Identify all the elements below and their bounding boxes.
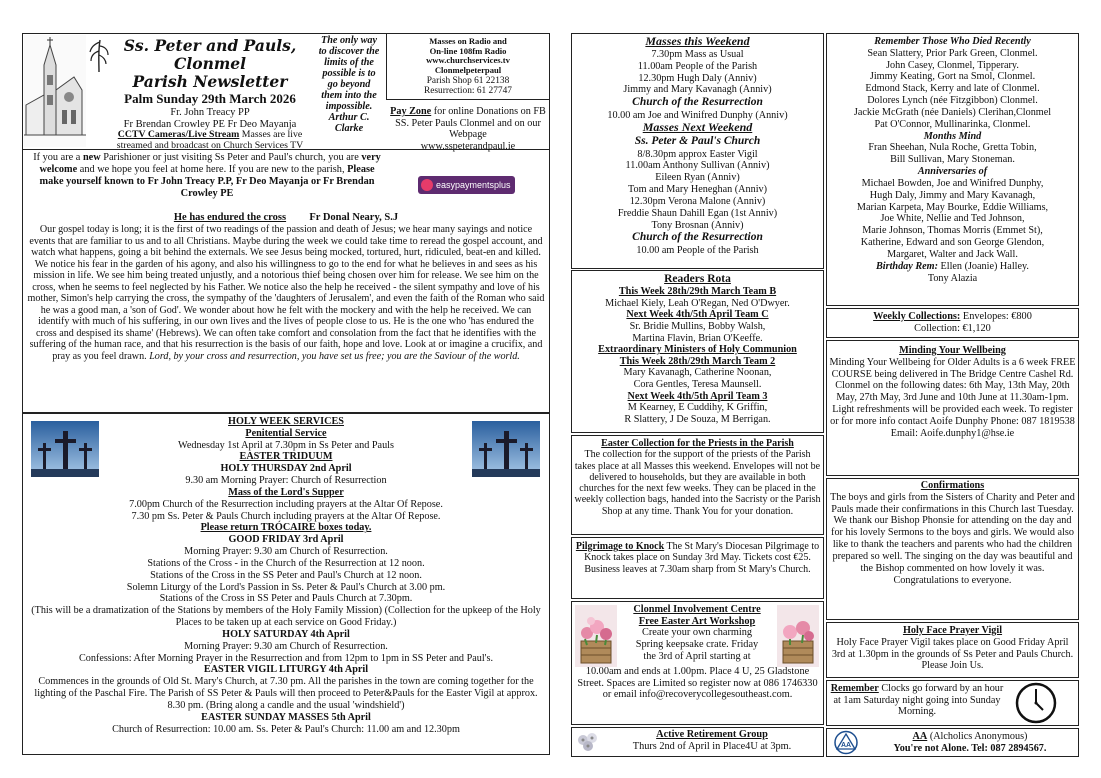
remember-content (828, 36, 1077, 284)
mass-line: Eileen Ryan (Anniv) (655, 172, 740, 184)
cctv-text: Masses are live streamed and broadcast on Church Services TV (116, 129, 304, 152)
parish-priest: Fr. John Treacy PP (170, 106, 250, 118)
workshop-line: Spring keepsake crate. Friday (635, 639, 759, 651)
easter-collection-text: The collection for the support of the priests of the Parish takes place at all Masses this weekend. Envelopes will not be delivered to households, but they are available in both churches for the next few weeks. They can be placed in the weekly collection bags, handed into the Sacristy or the Parish Shop at any time. Thank You for your donation. (574, 449, 821, 517)
clocks-content (828, 683, 1006, 718)
ministers-title: Extraordinary Ministers of Holy Communion (598, 344, 797, 356)
flowers-image-2 (777, 605, 819, 667)
birthday-text: Ellen (Joanie) Halley. (937, 260, 1029, 272)
payzone-label: Pay Zone (390, 106, 432, 117)
deceased-name: Jimmy Keating, Gort na Smol, Clonmel. (869, 71, 1036, 83)
months-mind-names: Fran Sheehan, Nula Roche, Gretta Tobin, (868, 142, 1037, 154)
minister-names: Cora Gentles, Teresa Maunsell. (633, 379, 762, 391)
clock-icon (1011, 681, 1061, 725)
masses-next-weekend-title: Masses Next Weekend (642, 120, 753, 135)
cctv-info (108, 130, 312, 152)
deceased-name: Sean Slattery, Prior Park Green, Clonmel. (867, 47, 1038, 59)
holy-week-content (27, 416, 545, 735)
payzone-text: for online Donations on FB SS. Peter Pauls Clonmel and on our Webpage (395, 106, 546, 141)
easter-collection-content (574, 438, 821, 517)
active-retirement-title: Active Retirement Group (656, 729, 768, 740)
anniversary-names: Michael Bowden, Joe and Winifred Dunphy, (861, 177, 1044, 189)
minister-names: Mary Kavanagh, Catherine Noonan, (623, 367, 772, 379)
pilgrimage-text: The St Mary's Diocesan Pilgrimage to Knock takes place on Sunday 3rd May. Tickets cost €25. Business leaves at 7.30am sharp from St Mary's Church. (584, 541, 820, 575)
pilgrimage-title: Pilgrimage to Knock (575, 541, 665, 552)
reflection-body (27, 224, 545, 362)
penitential-title: Penitential Service (245, 427, 327, 439)
quote-line: impossible. (325, 101, 373, 113)
saturday-title: HOLY SATURDAY 4th April (222, 628, 350, 640)
radio-box (386, 33, 550, 100)
reader-names: Sr. Bridie Mullins, Bobby Walsh, (629, 320, 766, 332)
quote-line: them into the (321, 90, 377, 102)
friday-line: Morning Prayer: 9.30 am Church of Resurrection. (184, 546, 388, 558)
minister-names: M Kearney, E Cuddihy, K Griffin, (627, 402, 768, 414)
easter-collection-title: Easter Collection for the Priests in the Parish (601, 438, 794, 449)
friday-note: (This will be a dramatization of the Stations by members of the Holy Family Mission) (Collection for the upkeep of the Holy Places to be taken up at each service on Good Friday.) (31, 605, 541, 629)
months-mind-title: Months Mind (923, 130, 982, 142)
collections-content (828, 311, 1077, 335)
reader-names: Michael Kiely, Leah O'Regan, Ned O'Dwyer. (605, 297, 790, 309)
flowers-image (575, 605, 617, 667)
newsletter-title: Ss. Peter and Pauls, Clonmel (123, 36, 297, 73)
confirmations-title: Confirmations (920, 480, 985, 491)
anniversary-names: Margaret, Walter and Jack Wall. (887, 248, 1018, 260)
welcome-part: Please make yourself known to Fr John Treacy P.P, Fr Deo Mayanja or Fr Brendan Crowley PE (39, 164, 375, 200)
minister-names: R Slattery, J De Souza, M Berrigan. (624, 413, 771, 425)
welcome-part: Parishioner or just visiting Ss Peter and Paul's church, you are (100, 152, 362, 163)
resurrection-phone: Resurrection: 61 27747 (423, 86, 512, 97)
newsletter-date: Palm Sunday 29th March 2026 (124, 91, 296, 107)
title-block (108, 37, 312, 152)
reflection-title: He has endured the cross (173, 212, 287, 223)
newsletter-subtitle: Parish Newsletter (132, 71, 288, 91)
quote-line: limits of the (324, 57, 374, 69)
holy-week-title: HOLY WEEK SERVICES (228, 416, 344, 427)
wellbeing-title: Minding Your Wellbeing (899, 345, 1006, 356)
payzone-box (390, 106, 546, 153)
quote-author: Arthur C. (328, 112, 370, 124)
reflection-heading (28, 212, 544, 224)
holy-face-text: Holy Face Prayer Vigil takes place on Good Friday April 3rd at 1.30pm in the grounds of Ss Peter and Pauls Church. Please Join Us. (831, 636, 1074, 672)
ss-pp-church-title: Ss. Peter & Paul's Church (634, 135, 761, 148)
mass-line: 10.00 am People of the Parish (636, 244, 759, 256)
anniversary-names: Hugh Daly, Jimmy and Mary Kavanagh, (869, 189, 1036, 201)
wellbeing-content (829, 345, 1076, 440)
workshop-line: the 3rd of April starting at (643, 650, 751, 662)
resurrection-title: Church of the Resurrection (632, 96, 763, 109)
welcome-part: If you are a (33, 152, 83, 163)
mass-line: 8/8.30pm approx Easter Vigil (637, 148, 758, 160)
months-mind-names: Bill Sullivan, Mary Stoneman. (890, 154, 1015, 166)
masses-this-weekend-title: Masses this Weekend (645, 34, 750, 48)
masses-content (573, 35, 822, 257)
envelopes-amount: Envelopes: €800 (960, 311, 1032, 322)
mass-line: 10.00 am Joe and Winifred Dunphy (Anniv) (607, 109, 788, 121)
vigil-title: EASTER VIGIL LITURGY 4th April (203, 664, 369, 676)
resurrection-title-2: Church of the Resurrection (632, 231, 763, 244)
mass-line: Tony Brosnan (Anniv) (651, 219, 744, 231)
clonmel-centre-rest (576, 666, 819, 701)
confirmations-text: The boys and girls from the Sisters of Charity and Peter and Pauls made their confirmations in this Church last Tuesday. We thank our Bishop Phonsie for attending on the day and for his lovely Sermons to the boys and girls. We would also like to thank the teachers and parents who had the children prepared so well. The singing on the day was beautiful and the Bishop commented on how lovely it was. Congratulations to everyone. (830, 491, 1075, 586)
aa-content (864, 731, 1076, 754)
anniversaries-title: Anniversaries of (917, 166, 988, 178)
mass-line: Tom and Mary Heneghan (Anniv) (627, 184, 768, 196)
friday-line: Stations of the Cross in SS Peter and Pauls Church at 7.30pm. (159, 593, 413, 605)
anniversary-names: Marie Johnson, Thomas Morris (Emmet St), (862, 225, 1043, 237)
holy-face-title: Holy Face Prayer Vigil (902, 625, 1003, 636)
anniversary-names: Joe White, Nellie and Ted Johnson, (880, 213, 1025, 225)
triduum-title: EASTER TRIDUUM (239, 451, 333, 463)
quote-author: Clarke (334, 123, 364, 135)
penitential-text: Wednesday 1st April at 7.30pm in Ss Peter and Pauls (178, 439, 394, 451)
clonmel-centre-title: Clonmel Involvement Centre (633, 604, 761, 615)
clonmel-centre-head (618, 604, 776, 663)
workshop-details: 10.00am and ends at 1.00pm. Place 4 U, 25 Gladstone Street. Spaces are Limited so register now at 086 1746330 or email info@recoverycollegesoutheast.com. (577, 666, 818, 701)
friday-line: Stations of the Cross - in the Church of the Resurrection at 12 noon. (147, 557, 425, 569)
aa-label: AA (912, 731, 928, 742)
saturday-morning: Morning Prayer: 9.30 am Church of Resurrection. (184, 640, 388, 652)
curates: Fr Brendan Crowley PE Fr Deo Mayanja (123, 118, 297, 130)
mass-line: 11.00am People of the Parish (637, 60, 758, 72)
church-logo (24, 35, 86, 147)
quote-line: The only way (320, 35, 378, 46)
quote-line: to discover the (318, 46, 380, 58)
mass-line: 7.30pm Mass as Usual (651, 48, 744, 60)
clocks-text: Clocks go forward by an hour at 1am Saturday night going into Sunday Morning. (833, 683, 1004, 718)
flowers-icon (575, 730, 601, 754)
welcome-part: and we hope you feel at home here. If you are new to the parish, (77, 164, 348, 176)
deceased-name: Jackie McGrath (née Daniels) Clerihan,Clonmel (853, 106, 1052, 118)
cctv-label: CCTV Cameras/Live Stream (117, 129, 240, 141)
confirmations-content (829, 480, 1076, 586)
quote-line: go beyond (327, 79, 371, 91)
easter-sunday-title: EASTER SUNDAY MASSES 5th April (201, 711, 371, 723)
welcome-part: very welcome (39, 152, 381, 176)
readers-content (573, 273, 822, 426)
anniversary-names: Katherine, Edward and son George Glendon, (860, 237, 1045, 249)
art-workshop-title: Free Easter Art Workshop (638, 615, 756, 627)
ministers-week1-title: This Week 28th/29th March Team 2 (619, 355, 776, 367)
quote-box (312, 35, 386, 134)
anniversary-names: Marian Karpeta, May Bourke, Eddie Williams, (856, 201, 1049, 213)
birthday-line2: Tony Alazia (927, 272, 978, 284)
friday-line: Solemn Liturgy of the Lord's Passion in Ss. Peter & Paul's Church at 3.00 pm. (126, 581, 446, 593)
radio-line: www.churchservices.tv (426, 55, 510, 66)
active-retirement-content (603, 729, 821, 753)
radio-line: Masses on Radio and (429, 36, 507, 46)
aa-phone: You're not Alone. Tel: 087 2894567. (893, 742, 1047, 754)
mass-line: 12.30pm Verona Malone (Anniv) (629, 195, 766, 207)
reflection-text: Our gospel today is long; it is the first of two readings of the passion and death of Jesus; we hear many sayings and notice events that are familiar to us and to all Christians. Maybe during the week we could take time to reread the gospel account, and watch what happens, going a bit behind the externals. We see Jesus being mocked, tortured, hurt, ridiculed, beat-en and killed. We notice his fear in the garden of his agony, and also his willingness to go to the end for what he believes in and sees as his mission in life. We see him being treated unjustly, and a notorious thief being chosen over him for release. We see him on the cross, when he seems to feel neglected by his Father. We notice also the help he received - the silent sympathy and love of his mother, Simon's help carrying the cross, the sympathy of the 'daughters of Jerusalem', and even the faith of the Roman who said he was a good man, a 'son of God'. We wonder about how he felt with the mockery and with the help he received. We can identify with much of his suffering, in our own lives and the lives of people close to us. He is the one who 'has endured the cross and despised its shame' (Hebrews). We can often take comfort and consolation from the fact that he identifies with the suffering of the human race, and that his resurrection is the basis of our faith, hope and love. Look at or imagine a crucifix, and pray as you feel drawn. (27, 224, 545, 362)
mass-line: Freddie Shaun Dahill Egan (1st Anniv) (617, 207, 778, 219)
quote-line: possible is to (322, 68, 376, 80)
active-retirement-text: Thurs 2nd of April in Place4U at 3pm. (632, 740, 792, 752)
vigil-text: Commences in the grounds of Old St. Mary's Church, at 7.30 pm. All the parishes in the town are coming together for the lighting of the Paschal Fire. The Parish of SS Peter & Pauls will then proceed to Peter&Pauls for the Easter Vigil at approx. 8.30 pm. (Bring along a candle and the usual 'windshield') (34, 676, 538, 711)
palm-icon (88, 36, 110, 74)
pilgrimage-content (574, 541, 821, 575)
reflection-prayer: Lord, by your cross and resurrection, you have set us free; you are the Saviour of the world. (149, 350, 520, 362)
readers-week2-title: Next Week 4th/5th April Team C (626, 309, 769, 321)
collection-amount: Collection: €1,120 (914, 322, 991, 334)
wellbeing-text: Minding Your Wellbeing for Older Adults is a 6 week FREE COURSE being delivered in The Bridge Centre Cashel Rd. Clonmel on the following dates: 6th May, 13th May, 20th May, 27th May, 3rd June and 10th June at 11.30am-1pm. Light refreshments will be provided each week. To register or for more info contact Aoife Dunphy Phone: 087 1819538 Email: Aoife.dunphy1@hse.ie (829, 356, 1076, 439)
aa-text: (Alcholics Anonymous) (927, 731, 1028, 742)
collections-title: Weekly Collections: (873, 311, 961, 322)
mass-line: 12.30pm Hugh Daly (Anniv) (638, 72, 757, 84)
reflection-author: Fr Donal Neary, S.J (309, 212, 399, 223)
deceased-name: Edmond Stack, Kerry and late of Clonmel. (865, 83, 1040, 95)
holy-face-content (829, 625, 1076, 672)
friday-line: Stations of the Cross in the SS Peter and Paul's Church at 12 noon. (150, 569, 422, 581)
friday-title: GOOD FRIDAY 3rd April (228, 534, 344, 546)
deceased-name: Pat O'Connor, Mullinarinka, Clonmel. (874, 118, 1031, 130)
trocaire-note: Please return TRÓCAIRE boxes today. (200, 522, 372, 534)
supper-line: 7.00pm Church of the Resurrection including prayers at the Altar Of Repose. (129, 498, 443, 510)
website-link[interactable]: www.sspeterandpaul.ie (420, 141, 516, 153)
supper-title: Mass of the Lord's Supper (228, 486, 344, 498)
thursday-title: HOLY THURSDAY 2nd April (220, 463, 352, 475)
reader-names: Martina Flavin, Brian O'Keeffe. (632, 332, 763, 344)
confessions-text: Confessions: After Morning Prayer in the Resurrection and from 12pm to 1pm in SS Peter and Paul's. (78, 652, 494, 664)
aa-logo-icon (829, 730, 863, 755)
thursday-morning: 9.30 am Morning Prayer: Church of Resurrection (185, 475, 387, 487)
readers-week1-title: This Week 28th/29th March Team B (618, 286, 777, 298)
mass-line: 11.00am Anthony Sullivan (Anniv) (625, 160, 770, 172)
radio-line: Clonmelpeterpaul (434, 64, 502, 75)
deceased-name: John Casey, Clonmel, Tipperary. (886, 59, 1019, 71)
deceased-name: Dolores Lynch (née Fitzgibbon) Clonmel. (867, 95, 1038, 107)
radio-line: On-line 108fm Radio (429, 45, 507, 56)
clocks-label: Remember (830, 683, 879, 694)
birthday-rem (828, 261, 1077, 273)
welcome-part: new (82, 152, 101, 163)
readers-title: Readers Rota (664, 273, 731, 285)
workshop-line: Create your own charming (641, 627, 753, 639)
parish-shop-phone: Parish Shop 61 22138 (426, 75, 510, 86)
remember-title: Remember Those Who Died Recently (874, 36, 1031, 47)
mass-line: Jimmy and Mary Kavanagh (Anniv) (623, 84, 772, 96)
supper-line: 7.30 pm Ss. Peter & Pauls Church including prayers at the Altar Of Repose. (131, 510, 441, 522)
easter-sunday-text: Church of Resurrection: 10.00 am. Ss. Peter & Paul's Church: 11.00 am and 12.30pm (112, 723, 460, 735)
aa-logo-text: AA (840, 742, 852, 749)
birthday-label: Birthday Rem: (876, 260, 938, 272)
easypayments-label: easypaymentsplus (436, 180, 511, 190)
ministers-week2-title: Next Week 4th/5th April Team 3 (627, 390, 768, 402)
